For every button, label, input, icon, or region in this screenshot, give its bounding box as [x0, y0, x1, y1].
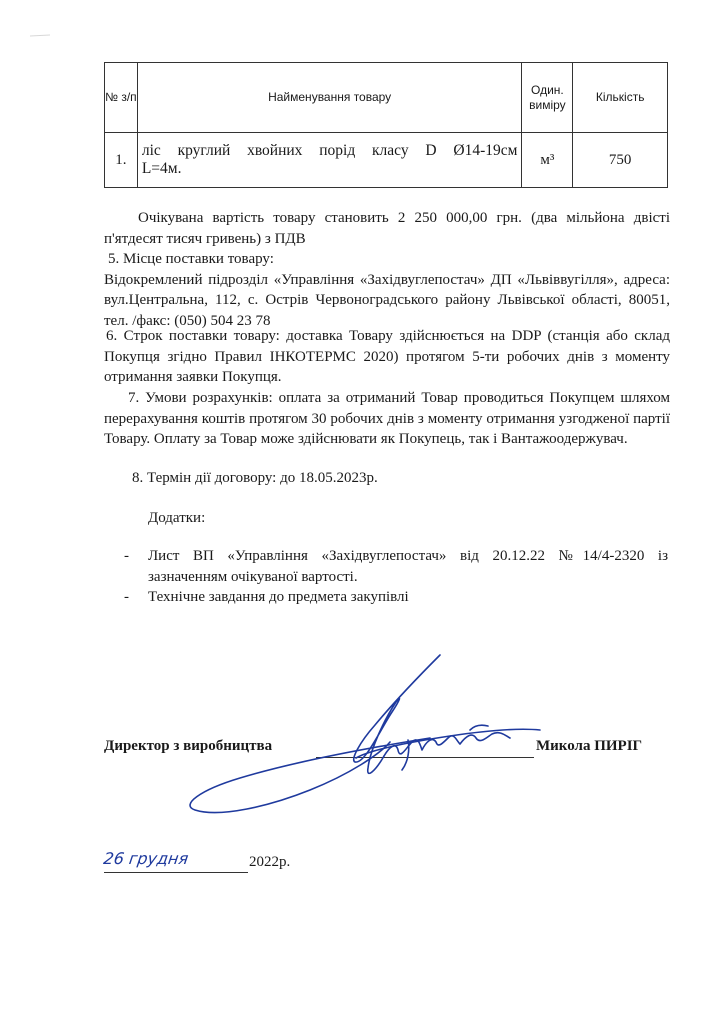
header-qty: Кількість — [573, 63, 668, 133]
delivery-place-text: Відокремлений підрозділ «Управління «Західвуглепостач» ДП «Львіввугілля», адреса: вул.Центральна, 112, с. Острів Червоноградського району Львівської області, 80051, тел. /факс: (050) 504 23 78 — [104, 271, 670, 329]
table-row — [105, 133, 668, 188]
list-bullet: - — [124, 548, 129, 564]
handwritten-signature — [170, 650, 570, 820]
payment-terms-text: 7. Умови розрахунків: оплата за отриманий Товар проводиться Покупцем шляхом перерахування коштів протягом 30 робочих днів з моменту отримання узгодженої партії Товару. Оплату за Товар може здійснювати як Покупець, так і Вантажоодержувач. — [104, 390, 670, 447]
handwritten-date — [100, 842, 250, 876]
delivery-term-paragraph: 6. Строк поставки товару: доставка Товару здійснюється на DDP (станція або склад Покупця згідно Правил ІНКОТЕРМС 2020) протягом 5-ти робочих днів з моменту отримання заявки Покупця. — [104, 328, 670, 385]
delivery-place-heading-text: 5. Місце поставки товару: — [108, 251, 274, 267]
attachments-list — [120, 546, 668, 608]
list-item — [120, 587, 668, 608]
contract-duration: 8. Термін дії договору: до 18.05.2023р. — [132, 470, 378, 486]
header-num: № з/п — [105, 63, 138, 133]
list-bullet: - — [124, 589, 129, 605]
handwritten-date-text: 26 грудня — [102, 849, 190, 868]
attachments-heading: Додатки: — [148, 510, 206, 526]
row-unit: м³ — [522, 133, 573, 188]
list-item-text: Лист ВП «Управління «Західвуглепостач» від 20.12.22 №14/4-2320 із зазначенням очікуваної вартості. — [148, 548, 668, 585]
header-unit: Один. виміру — [522, 63, 573, 133]
delivery-place-section — [104, 249, 670, 331]
signatory-role: Директор з виробництва — [104, 738, 273, 754]
table-header-row — [105, 63, 668, 133]
goods-table — [104, 62, 668, 188]
header-name: Найменування товару — [137, 63, 522, 133]
delivery-place-heading — [104, 249, 670, 270]
row-qty: 750 — [573, 133, 668, 188]
scan-speck — [30, 34, 50, 38]
list-item — [120, 546, 668, 587]
row-name: ліс круглий хвойних порід класу D Ø14-19см L=4м. — [137, 133, 522, 188]
list-item-text: Технічне завдання до предмета закупівлі — [148, 589, 409, 605]
signatory-name: Микола ПИРІГ — [536, 738, 643, 754]
date-year: 2022р. — [249, 854, 291, 870]
row-num: 1. — [105, 133, 138, 188]
payment-terms-paragraph — [104, 388, 670, 450]
expected-value-text: Очікувана вартість товару становить 2 250 000,00 грн. (два мільйона двісті п'ятдесят тисяч гривень) з ПДВ — [104, 210, 670, 247]
expected-value-paragraph — [104, 208, 670, 249]
